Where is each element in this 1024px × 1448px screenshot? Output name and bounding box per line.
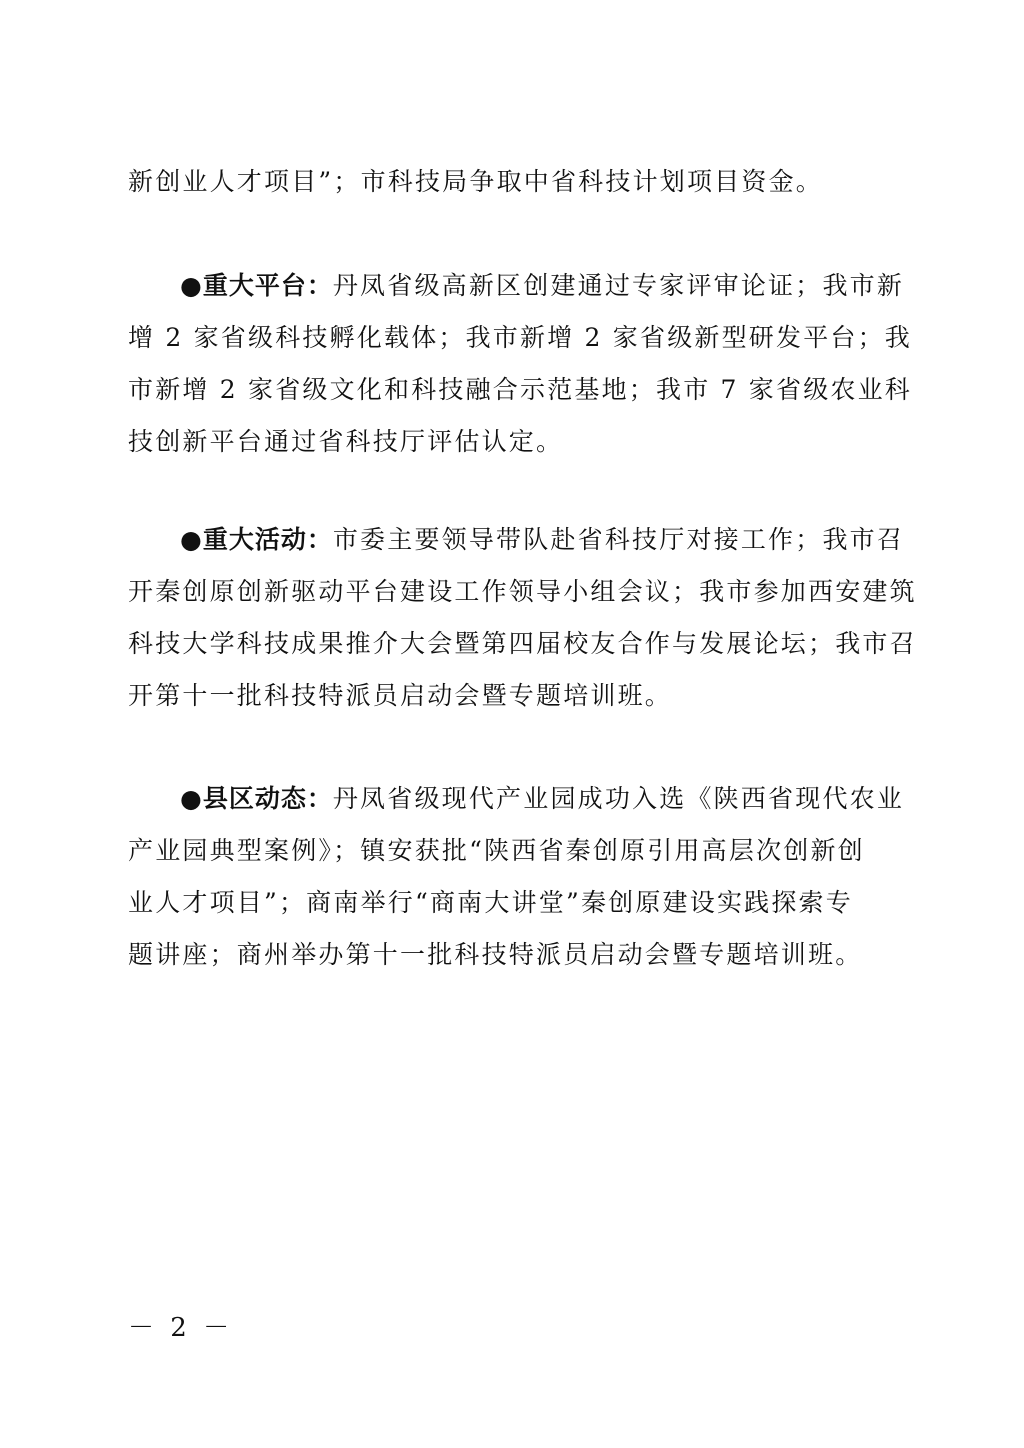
- county-news-line-4: 题讲座；商州举办第十一批科技特派员启动会暨专题培训班。: [128, 940, 863, 969]
- major-platforms-paragraph: [128, 260, 913, 468]
- county-news-heading: ●县区动态：: [180, 784, 333, 813]
- county-news-line-3: 业人才项目”；商南举行“商南大讲堂”秦创原建设实践探索专: [128, 888, 853, 917]
- major-events-line-3: 科技大学科技成果推介大会暨第四届校友合作与发展论坛；我市召: [128, 629, 917, 658]
- page-number: － 2 －: [128, 1313, 234, 1343]
- county-news-paragraph: [128, 773, 905, 981]
- major-events-line-1: ●重大活动：市委主要领导带队赴省科技厅对接工作；我市召: [180, 525, 905, 554]
- county-news-line-1: ●县区动态：丹凤省级现代产业园成功入选《陕西省现代农业: [180, 784, 905, 813]
- major-platforms-heading: ●重大平台：: [180, 271, 333, 300]
- major-platforms-line-3: 市新增 2 家省级文化和科技融合示范基地；我市 7 家省级农业科: [128, 375, 913, 404]
- major-platforms-line-4: 技创新平台通过省科技厅评估认定。: [128, 427, 564, 456]
- bullet-icon: ●: [180, 271, 203, 300]
- major-events-paragraph: [128, 514, 917, 722]
- bullet-icon: ●: [180, 525, 203, 554]
- continued-line: 新创业人才项目”；市科技局争取中省科技计划项目资金。: [128, 167, 823, 196]
- bullet-icon: ●: [180, 784, 203, 813]
- major-platforms-line-1: ●重大平台：丹凤省级高新区创建通过专家评审论证；我市新: [180, 271, 905, 300]
- major-platforms-line-2: 增 2 家省级科技孵化载体；我市新增 2 家省级新型研发平台；我: [128, 323, 913, 352]
- county-news-line-2: 产业园典型案例》；镇安获批“陕西省秦创原引用高层次创新创: [128, 836, 865, 865]
- major-events-line-4: 开第十一批科技特派员启动会暨专题培训班。: [128, 681, 673, 710]
- major-events-heading: ●重大活动：: [180, 525, 333, 554]
- continued-paragraph: [128, 156, 898, 208]
- major-events-line-2: 开秦创原创新驱动平台建设工作领导小组会议；我市参加西安建筑: [128, 577, 917, 606]
